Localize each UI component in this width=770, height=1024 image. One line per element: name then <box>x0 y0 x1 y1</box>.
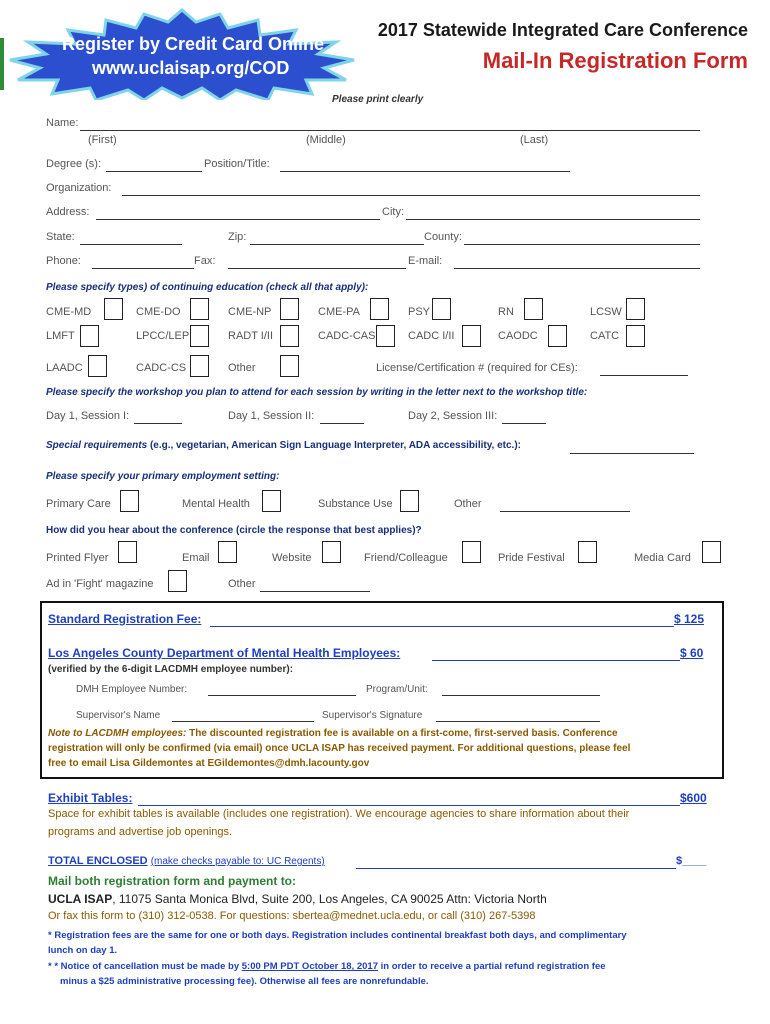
first-caption: (First) <box>88 134 117 146</box>
option-cme-md: CME-MD <box>46 306 92 318</box>
lac-note-label: Note to LACDMH employees: <box>48 728 187 739</box>
hear-media-card[interactable]: Media Card <box>634 552 691 564</box>
exhibit-amount: $600 <box>680 791 707 805</box>
form-title: Mail-In Registration Form <box>482 48 748 73</box>
footnote2-line1 <box>48 961 606 972</box>
checkbox-lcsw[interactable] <box>626 298 645 320</box>
mail-address <box>48 892 547 906</box>
special-heading: Special requirements <box>46 440 148 451</box>
hear-other-field[interactable] <box>260 591 370 592</box>
footnote2-prefix: * * Notice of cancellation must be made by <box>48 961 242 972</box>
option-laadc: LAADC <box>46 362 83 374</box>
option-other-employment: Other <box>454 498 482 510</box>
standard-fee-rule <box>210 626 674 627</box>
option-lcsw: LCSW <box>590 306 622 318</box>
hear-checkbox-media[interactable] <box>702 541 721 563</box>
total-rule <box>356 868 676 869</box>
standard-fee-label: Standard Registration Fee: <box>48 612 202 626</box>
license-label: License/Certification # (required for CEs): <box>376 362 578 374</box>
checkbox-cme-md[interactable] <box>104 298 123 320</box>
lac-note-line3: free to email Lisa Gildemontes at EGildemontes@dmh.lacounty.gov <box>48 758 370 769</box>
address-label: Address: <box>46 206 90 218</box>
option-catc: CATC <box>590 330 620 342</box>
checkbox-substance-use[interactable] <box>400 490 419 512</box>
checkbox-primary-care[interactable] <box>120 490 139 512</box>
dmh-number-label: DMH Employee Number: <box>76 684 188 695</box>
mail-contact: Or fax this form to (310) 312-0538. For questions: sbertea@mednet.ucla.edu, or call (310) 267-5398 <box>48 910 536 922</box>
total-enclosed <box>48 855 325 867</box>
special-requirements-field[interactable] <box>570 453 694 454</box>
option-mental-health: Mental Health <box>182 498 250 510</box>
supervisor-signature-label: Supervisor's Signature <box>322 710 423 721</box>
checkbox-lmft[interactable] <box>80 325 99 347</box>
exhibit-rule <box>138 805 680 806</box>
lac-fee-amount: $ 60 <box>680 646 704 660</box>
total-note: (make checks payable to: UC Regents) <box>150 856 325 867</box>
session2-label: Day 1, Session II: <box>228 410 315 422</box>
checkbox-catc[interactable] <box>626 325 645 347</box>
checkbox-cme-pa[interactable] <box>370 298 389 320</box>
print-note: Please print clearly <box>332 94 424 105</box>
hear-checkbox-flyer[interactable] <box>118 541 137 563</box>
checkbox-cadc-i-ii[interactable] <box>462 325 481 347</box>
footnote2-line2: minus a $25 administrative processing fee). Otherwise all fees are nonrefundable. <box>60 976 429 987</box>
mail-org: UCLA ISAP <box>48 892 113 906</box>
special-requirements-label <box>46 440 521 451</box>
option-cadc-i-ii: CADC I/II <box>408 330 455 342</box>
checkbox-cadc-cs[interactable] <box>190 355 209 377</box>
checkbox-caodc[interactable] <box>548 325 567 347</box>
other-employment-field[interactable] <box>500 511 630 512</box>
state-field[interactable] <box>80 244 182 245</box>
county-label: County: <box>424 231 462 243</box>
dmh-number-field[interactable] <box>208 695 356 696</box>
mail-address-text: , 11075 Santa Monica Blvd, Suite 200, Los Angeles, CA 90025 Attn: Victoria North <box>112 892 547 906</box>
zip-label: Zip: <box>228 231 247 243</box>
exhibit-label: Exhibit Tables: <box>48 791 133 805</box>
footnote1-line1: * Registration fees are the same for one or both days. Registration includes continental breakfast both days, and complimentary <box>48 930 627 941</box>
option-psy: PSY <box>408 306 431 318</box>
option-cme-pa: CME-PA <box>318 306 360 318</box>
session3-field[interactable] <box>502 423 546 424</box>
name-field[interactable] <box>80 130 700 131</box>
session1-field[interactable] <box>134 423 182 424</box>
hear-pride-festival[interactable]: Pride Festival <box>498 552 565 564</box>
zip-field[interactable] <box>250 244 424 245</box>
city-field[interactable] <box>406 219 700 220</box>
cancellation-deadline: 5:00 PM PDT October 18, 2017 <box>241 961 378 972</box>
lac-note-text: The discounted registration fee is available on a first-come, first-served basis. Conference <box>189 728 618 739</box>
banner-line2[interactable]: www.uclaisap.org/COD <box>92 58 290 78</box>
supervisor-name-field[interactable] <box>172 721 314 722</box>
option-cadc-cs: CADC-CS <box>136 362 187 374</box>
degree-label: Degree (s): <box>46 158 102 170</box>
checkbox-rn[interactable] <box>524 298 543 320</box>
checkbox-other-ce[interactable] <box>280 355 299 377</box>
state-label: State: <box>46 231 75 243</box>
option-lmft: LMFT <box>46 330 75 342</box>
county-field[interactable] <box>464 244 700 245</box>
email-label: E-mail: <box>408 255 443 267</box>
checkbox-lpcc[interactable] <box>190 325 209 347</box>
option-substance-use: Substance Use <box>318 498 393 510</box>
position-label: Position/Title: <box>204 158 270 170</box>
hear-fight-magazine[interactable]: Ad in 'Fight' magazine <box>46 578 154 590</box>
option-rn: RN <box>498 306 514 318</box>
fax-field[interactable] <box>228 268 406 269</box>
hear-checkbox-friend[interactable] <box>462 541 481 563</box>
hear-email[interactable]: Email <box>182 552 210 564</box>
option-cme-do: CME-DO <box>136 306 181 318</box>
option-caodc: CAODC <box>498 330 538 342</box>
hear-friend[interactable]: Friend/Colleague <box>364 552 448 564</box>
exhibit-line2: programs and advertise job openings. <box>48 826 233 838</box>
hear-checkbox-pride[interactable] <box>578 541 597 563</box>
program-unit-field[interactable] <box>442 695 600 696</box>
hear-checkbox-magazine[interactable] <box>168 570 187 592</box>
checkbox-cme-np[interactable] <box>280 298 299 320</box>
phone-field[interactable] <box>92 268 194 269</box>
mail-heading: Mail both registration form and payment to: <box>48 874 297 888</box>
footnote1-line2: lunch on day 1. <box>48 945 118 956</box>
hear-website[interactable]: Website <box>272 552 312 564</box>
option-cme-np: CME-NP <box>228 306 272 318</box>
degree-field[interactable] <box>106 171 202 172</box>
workshop-heading: Please specify the workshop you plan to attend for each session by writing in the letter next to the workshop title: <box>46 387 588 398</box>
session2-field[interactable] <box>320 423 364 424</box>
standard-fee-amount: $ 125 <box>674 612 705 626</box>
supervisor-name-label: Supervisor's Name <box>76 710 161 721</box>
license-field[interactable] <box>600 375 688 376</box>
program-unit-label: Program/Unit: <box>366 684 428 695</box>
fax-label: Fax: <box>194 255 216 267</box>
checkbox-mental-health[interactable] <box>262 490 281 512</box>
option-primary-care: Primary Care <box>46 498 111 510</box>
hear-checkbox-website[interactable] <box>322 541 341 563</box>
lac-note-line2: registration will only be confirmed (via email) once UCLA ISAP has received payment. For additional questions, please feel <box>48 743 631 754</box>
banner-line1[interactable]: Register by Credit Card Online <box>62 34 325 54</box>
middle-caption: (Middle) <box>306 134 346 146</box>
checkbox-cme-do[interactable] <box>190 298 209 320</box>
name-label: Name: <box>46 117 79 129</box>
organization-field[interactable] <box>122 195 700 196</box>
hear-heading: How did you hear about the conference (circle the response that best applies)? <box>46 525 422 536</box>
total-label: TOTAL ENCLOSED <box>48 855 148 867</box>
checkbox-cadc-cas[interactable] <box>376 325 395 347</box>
hear-other[interactable]: Other <box>228 578 256 590</box>
option-cadc-cas: CADC-CAS <box>318 330 376 342</box>
option-other-ce: Other <box>228 362 256 374</box>
session3-label: Day 2, Session III: <box>408 410 498 422</box>
exhibit-line1: Space for exhibit tables is available (includes one registration). We encourage agencies to share information about their <box>48 808 630 820</box>
total-amount[interactable]: $____ <box>676 855 707 867</box>
conference-title: 2017 Statewide Integrated Care Conference <box>377 20 748 40</box>
address-field[interactable] <box>96 219 380 220</box>
footnote2-suffix: in order to receive a partial refund registration fee <box>377 961 606 972</box>
education-heading: Please specify types) of continuing education (check all that apply): <box>46 282 369 293</box>
supervisor-signature-field[interactable] <box>436 721 600 722</box>
option-lpcc: LPCC/LEP <box>136 330 190 342</box>
lac-note-line1 <box>48 728 618 739</box>
organization-label: Organization: <box>46 182 112 194</box>
option-radt: RADT I/II <box>228 330 274 342</box>
checkbox-radt[interactable] <box>280 325 299 347</box>
left-edge-mark <box>0 38 4 90</box>
last-caption: (Last) <box>520 134 549 146</box>
lac-fee-rule <box>432 660 680 661</box>
hear-checkbox-email[interactable] <box>218 541 237 563</box>
city-label: City: <box>382 206 404 218</box>
hear-printed-flyer[interactable]: Printed Flyer <box>46 552 109 564</box>
position-field[interactable] <box>280 171 570 172</box>
lac-fee-label: Los Angeles County Department of Mental Health Employees: <box>48 646 401 660</box>
session1-label: Day 1, Session I: <box>46 410 130 422</box>
phone-label: Phone: <box>46 255 81 267</box>
special-rest: (e.g., vegetarian, American Sign Language Interpreter, ADA accessibility, etc.): <box>149 440 521 451</box>
employment-heading: Please specify your primary employment setting: <box>46 471 280 482</box>
checkbox-laadc[interactable] <box>88 355 107 377</box>
lac-verified: (verified by the 6-digit LACDMH employee number): <box>48 664 294 675</box>
email-field[interactable] <box>454 268 700 269</box>
checkbox-psy[interactable] <box>432 298 451 320</box>
